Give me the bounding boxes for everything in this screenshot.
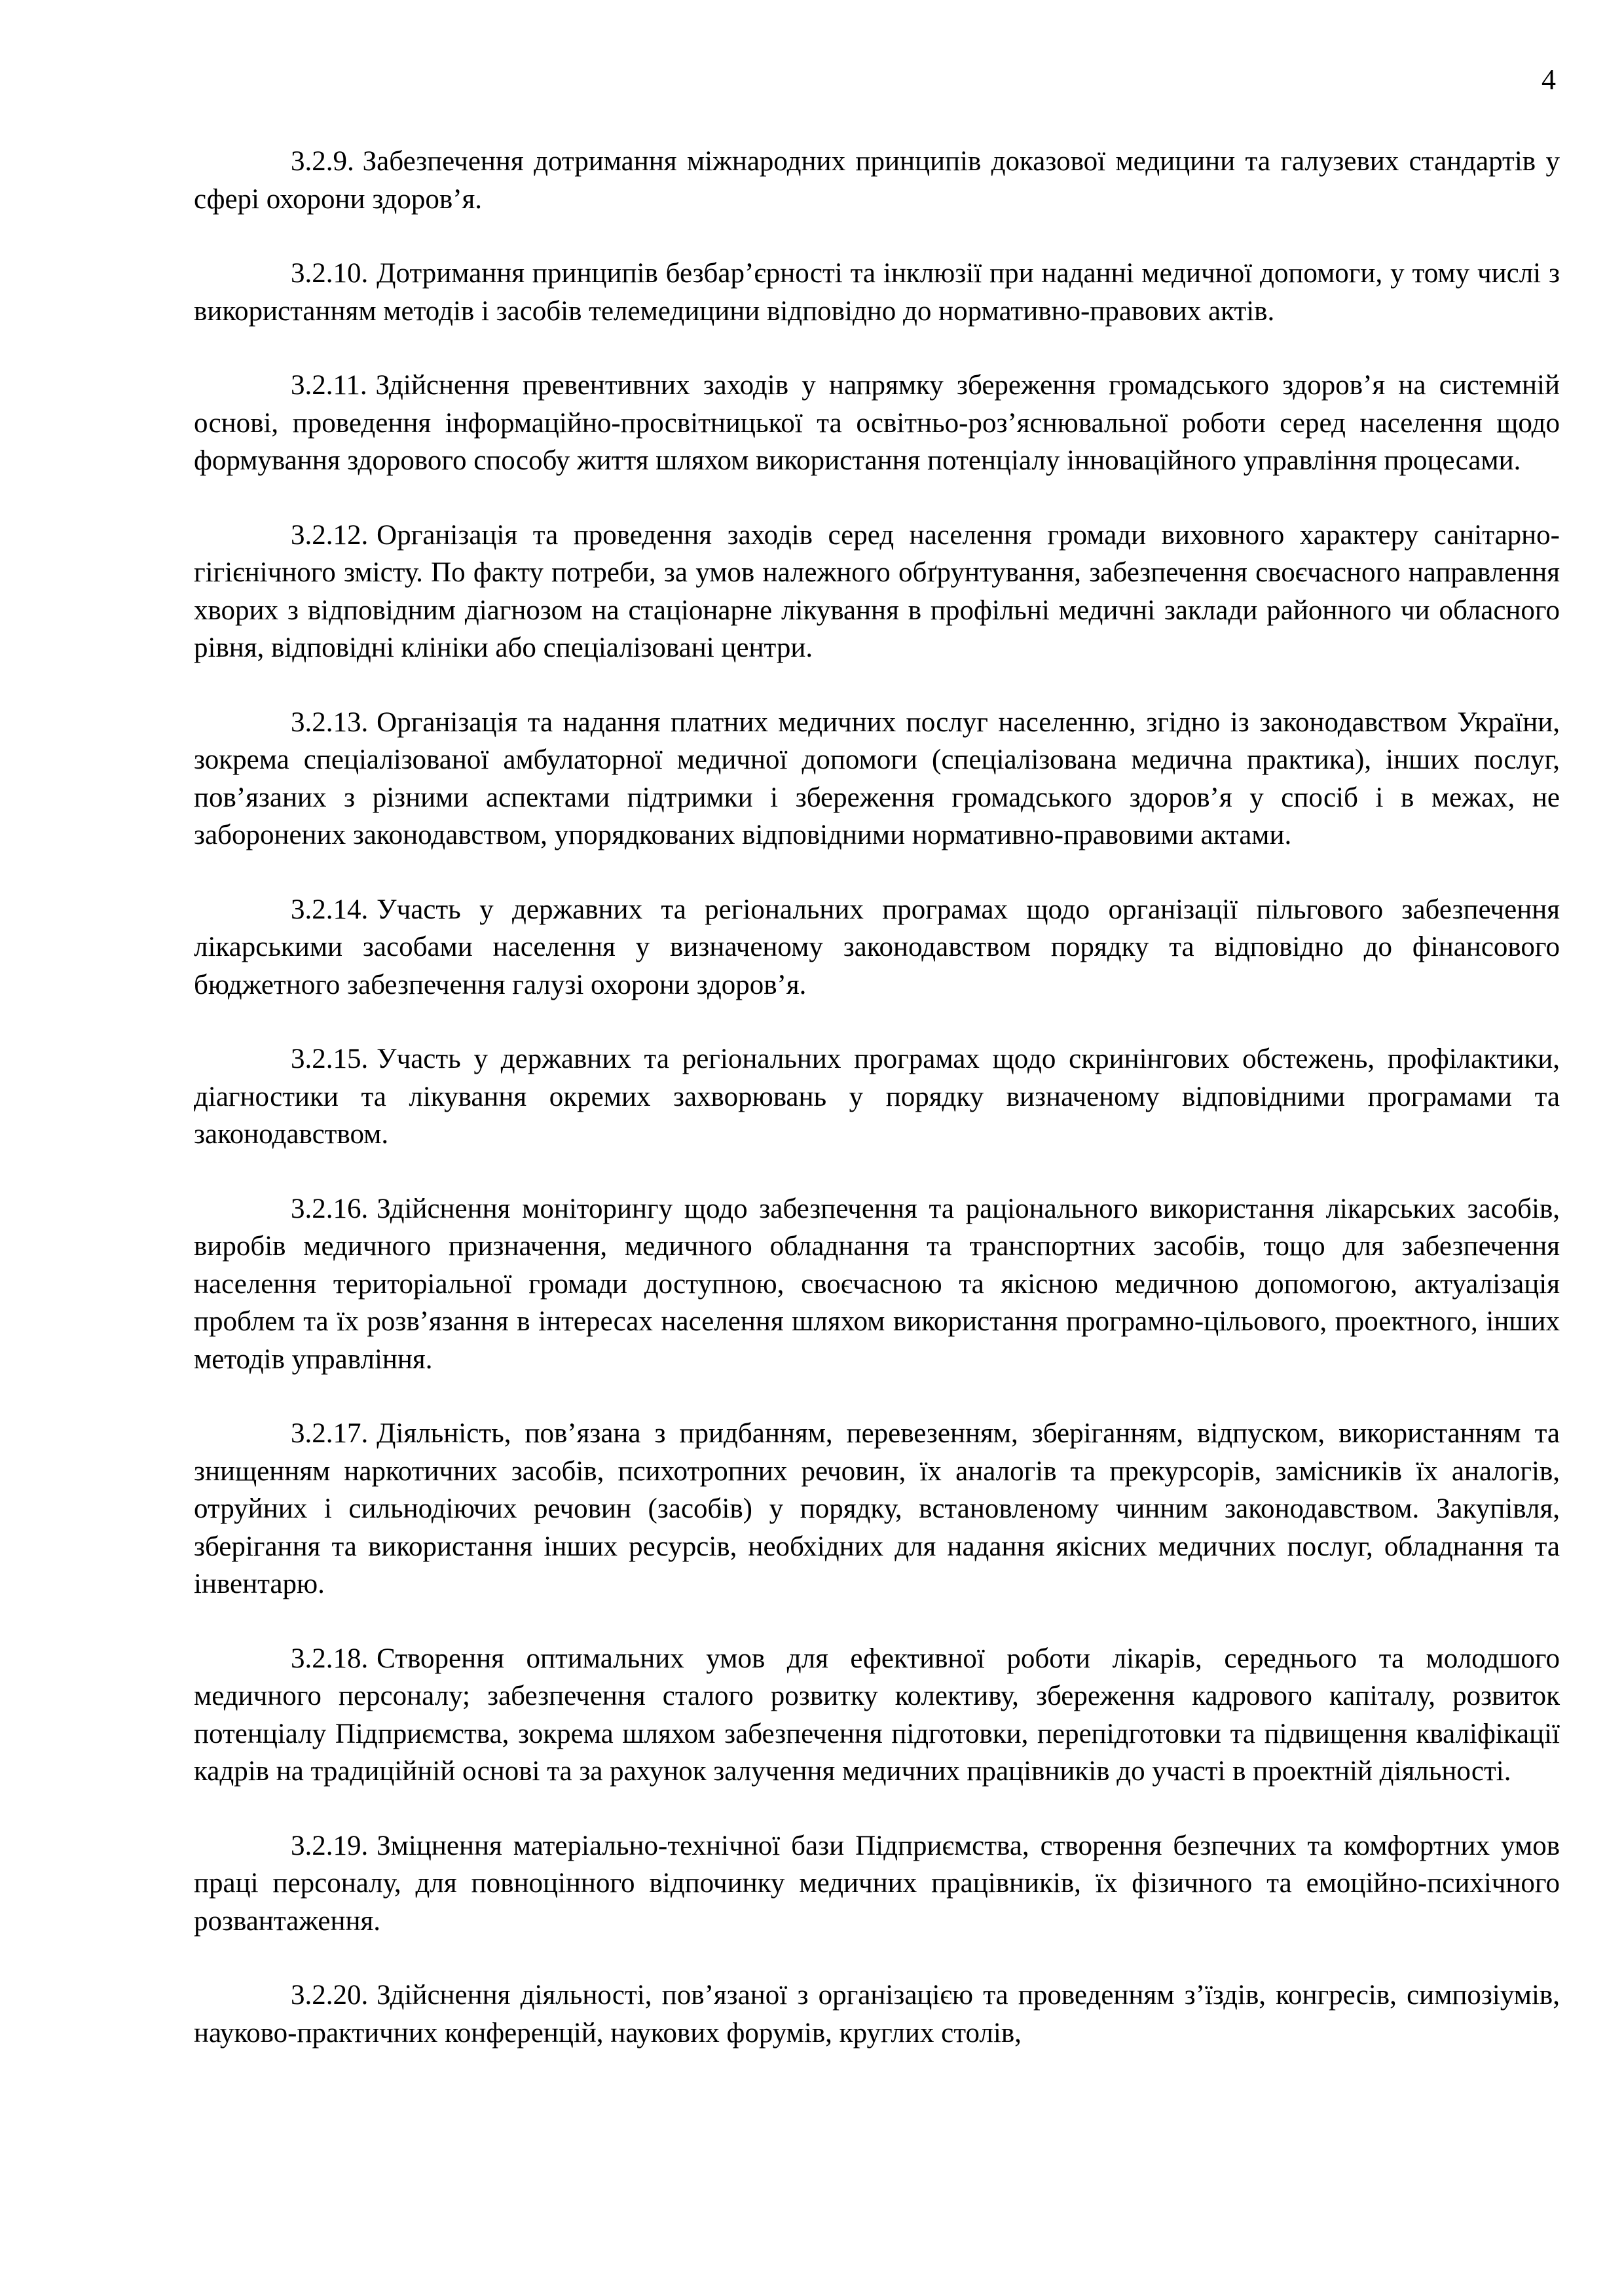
clause-3-2-11	[194, 367, 1560, 480]
clause-3-2-19	[194, 1827, 1560, 1941]
clause-3-2-16	[194, 1190, 1560, 1379]
clause-number: 3.2.18.	[291, 1643, 369, 1674]
clause-3-2-12	[194, 517, 1560, 667]
clause-3-2-14	[194, 891, 1560, 1004]
clause-3-2-17	[194, 1415, 1560, 1603]
clause-3-2-15	[194, 1040, 1560, 1154]
clause-text: Зміцнення матеріально-технічної бази Підприємства, створення безпечних та комфортних умов праці персоналу, для повноцінного відпочинку медичних працівників, їх фізичного та емоційно-психічного розвантаження.	[194, 1830, 1560, 1937]
clause-text: Діяльність, пов’язана з придбанням, перевезенням, зберіганням, відпуском, використанням та знищенням наркотичних засобів, психотропних речовин, їх аналогів та прекурсорів, замісників їх аналогів, отруйних і сильнодіючих речовин (засобів) у порядку, встановленому чинним законодавством. Закупівля, зберігання та використання інших ресурсів, необхідних для надання якісних медичних послуг, обладнання та інвентарю.	[194, 1418, 1560, 1599]
clause-text: Здійснення превентивних заходів у напрямку збереження громадського здоров’я на системній основі, проведення інформаційно-просвітницької та освітньо-роз’яснювальної роботи серед населення щодо формування здорового способу життя шляхом використання потенціалу інноваційного управління процесами.	[194, 370, 1560, 476]
clause-3-2-20	[194, 1977, 1560, 2052]
clause-text: Здійснення моніторингу щодо забезпечення та раціонального використання лікарських засобів, виробів медичного призначення, медичного обладнання та транспортних засобів, тощо для забезпечення населення територіальної громади доступною, своєчасною та якісною медичною допомогою, актуалізація проблем та їх розв’язання в інтересах населення шляхом використання програмно-цільового, проектного, інших методів управління.	[194, 1193, 1560, 1375]
clause-text: Участь у державних та регіональних програмах щодо скринінгових обстежень, профілактики, діагностики та лікування окремих захворювань у порядку визначеному відповідними програмами та законодавством.	[194, 1044, 1560, 1150]
clause-number: 3.2.12.	[291, 519, 369, 551]
clause-3-2-18	[194, 1640, 1560, 1791]
clause-3-2-10	[194, 255, 1560, 330]
clause-number: 3.2.9.	[291, 146, 354, 177]
clause-text: Участь у державних та регіональних програмах щодо організації пільгового забезпечення лікарськими засобами населення у визначеному законодавством порядку та відповідно до фінансового бюджетного забезпечення галузі охорони здоров’я.	[194, 894, 1560, 1000]
page-number: 4	[1541, 64, 1556, 96]
clause-text: Здійснення діяльності, пов’язаної з організацією та проведенням з’їздів, конгресів, симпозіумів, науково-практичних конференцій, наукових форумів, круглих столів,	[194, 1980, 1560, 2049]
clause-text: Організація та проведення заходів серед населення громади виховного характеру санітарно-гігієнічного змісту. По факту потреби, за умов належного обґрунтування, забезпечення своєчасного направлення хворих з відповідним діагнозом на стаціонарне лікування в профільні медичні заклади районного чи обласного рівня, відповідні клініки або спеціалізовані центри.	[194, 519, 1560, 663]
clause-number: 3.2.20.	[291, 1980, 369, 2011]
clause-number: 3.2.14.	[291, 894, 369, 925]
clause-number: 3.2.16.	[291, 1193, 369, 1224]
clause-text: Створення оптимальних умов для ефективної роботи лікарів, середнього та молодшого медичного персоналу; забезпечення сталого розвитку колективу, збереження кадрового капіталу, розвиток потенціалу Підприємства, зокрема шляхом забезпечення підготовки, перепідготовки та підвищення кваліфікації кадрів на традиційній основі та за рахунок залучення медичних працівників до участі в проектній діяльності.	[194, 1643, 1560, 1787]
clause-text: Забезпечення дотримання міжнародних принципів доказової медицини та галузевих стандартів у сфері охорони здоров’я.	[194, 146, 1560, 215]
clause-number: 3.2.10.	[291, 258, 369, 289]
clause-3-2-9	[194, 143, 1560, 218]
clause-number: 3.2.17.	[291, 1418, 369, 1449]
clause-number: 3.2.15.	[291, 1044, 369, 1074]
clause-text: Дотримання принципів безбар’єрності та інклюзії при наданні медичної допомоги, у тому числі з використанням методів і засобів телемедицини відповідно до нормативно-правових актів.	[194, 258, 1560, 327]
clause-number: 3.2.19.	[291, 1830, 369, 1861]
document-body	[194, 143, 1560, 2088]
clause-number: 3.2.13.	[291, 706, 369, 738]
clause-text: Організація та надання платних медичних послуг населенню, згідно із законодавством України, зокрема спеціалізованої амбулаторної медичної допомоги (спеціалізована медична практика), інших послуг, пов’язаних з різними аспектами підтримки і збереження громадського здоров’я у спосіб і в межах, не заборонених законодавством, упорядкованих відповідними нормативно-правовими актами.	[194, 706, 1560, 850]
clause-number: 3.2.11.	[291, 370, 367, 401]
clause-3-2-13	[194, 704, 1560, 854]
